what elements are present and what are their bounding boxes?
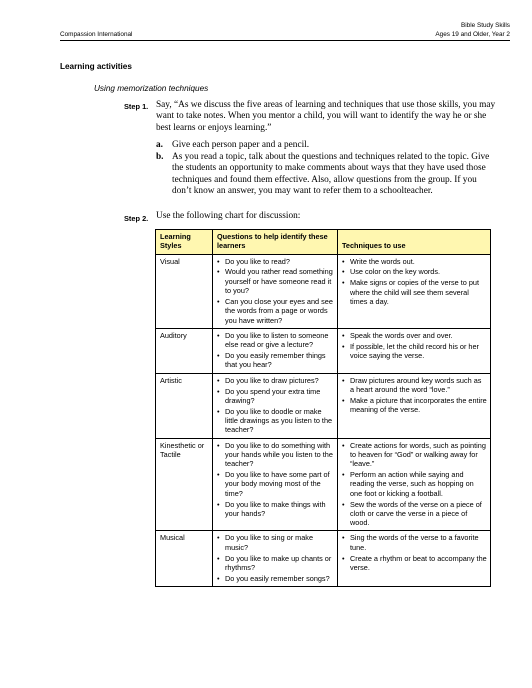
step2-text: Use the following chart for discussion:	[156, 211, 301, 221]
bullet-icon: •	[217, 351, 220, 361]
bullet-icon: •	[342, 395, 345, 405]
table-header-row	[156, 230, 491, 255]
questions-cell	[213, 531, 338, 587]
bullet-icon: •	[217, 296, 220, 306]
list-item-text: Do you like to read?	[225, 256, 290, 266]
table-row	[156, 531, 491, 587]
list-item-text: Do you like to sing or make music?	[225, 533, 314, 552]
bullet-icon: •	[217, 573, 220, 583]
list-item	[342, 331, 487, 340]
item-text: As you read a topic, talk about the questions and techniques related to the topic. Give the students an opportunity to make comments about ways that they have used those techniques and found them effective. Also, allow questions from the group. If you don’t know an answer, you may want to refer them to a schoolteacher.	[172, 152, 490, 196]
bullet-icon: •	[342, 267, 345, 277]
bullet-icon: •	[342, 256, 345, 266]
bullet-icon: •	[342, 330, 345, 340]
bullet-icon: •	[217, 267, 220, 277]
item-letter: a.	[156, 140, 163, 150]
bullet-icon: •	[217, 330, 220, 340]
questions-cell	[213, 328, 338, 373]
techniques-cell	[338, 254, 491, 328]
bullet-icon: •	[342, 278, 345, 288]
bullet-icon: •	[342, 375, 345, 385]
list-item-text: Do you like to make things with your hands?	[225, 499, 326, 518]
questions-cell	[213, 373, 338, 438]
bullet-icon: •	[342, 553, 345, 563]
list-item-text: Do you like to listen to someone else read or give a lecture?	[225, 330, 329, 350]
list-item	[342, 470, 487, 498]
questions-list	[217, 376, 334, 435]
step1-text: Say, “As we discuss the five areas of learning and techniques that use those skills, you may want to take notes. When you mentor a child, you will want to identify the way he or she best learns or enjoys learning.”	[156, 100, 496, 133]
list-item-text: Do you easily remember songs?	[225, 573, 330, 583]
list-item	[217, 500, 334, 519]
list-item	[217, 351, 334, 370]
techniques-cell	[338, 438, 491, 531]
list-item-text: Do you like to make up chants or rhythms?	[225, 553, 332, 572]
table-row	[156, 373, 491, 438]
questions-cell	[213, 254, 338, 328]
list-item-text: Do you spend your extra time drawing?	[225, 386, 321, 405]
questions-list	[217, 533, 334, 583]
list-item-text: Draw pictures around key words such as a heart around the word “love.”	[350, 375, 482, 394]
item-letter: b.	[156, 152, 164, 162]
list-item-text: If possible, let the child record his or her voice saying the verse.	[350, 341, 479, 361]
learning-style-cell: Artistic	[156, 373, 213, 438]
list-item-text: Make signs or copies of the verse to put where the child will see them several times a day.	[350, 278, 479, 306]
list-item-text: Create actions for words, such as pointing to heaven for “God” or walking away for “leave.”	[350, 440, 486, 469]
bullet-icon: •	[342, 341, 345, 351]
column-header-questions: Questions to help identify these learners	[213, 230, 338, 255]
list-item	[342, 554, 487, 573]
techniques-list	[342, 257, 487, 307]
list-item-text: Do you like to draw pictures?	[225, 375, 319, 385]
section-title: Learning activities	[60, 62, 132, 71]
learning-style-cell: Auditory	[156, 328, 213, 373]
bullet-icon: •	[342, 533, 345, 543]
list-item	[217, 407, 334, 435]
bullet-icon: •	[217, 386, 220, 396]
list-item	[217, 387, 334, 406]
bullet-icon: •	[342, 499, 345, 509]
list-item-text: Use color on the key words.	[350, 267, 441, 277]
learning-style-cell: Kinesthetic or Tactile	[156, 438, 213, 531]
bullet-icon: •	[342, 440, 345, 450]
list-item	[217, 533, 334, 552]
learning-styles-table	[155, 229, 491, 587]
bullet-icon: •	[217, 256, 220, 266]
techniques-cell	[338, 328, 491, 373]
step1-label: Step 1.	[124, 102, 149, 111]
item-text: Give each person paper and a pencil.	[172, 140, 310, 150]
header-audience: Ages 19 and Older, Year 2	[435, 30, 510, 38]
column-header-styles: Learning Styles	[156, 230, 213, 255]
bullet-icon: •	[217, 533, 220, 543]
techniques-cell	[338, 373, 491, 438]
list-item	[217, 267, 334, 295]
table-row	[156, 438, 491, 531]
questions-list	[217, 441, 334, 519]
list-item	[217, 297, 334, 325]
list-item	[342, 500, 487, 528]
header-publisher: Compassion International	[60, 31, 133, 38]
list-item-text: Can you close your eyes and see the words from a page or words you have written?	[225, 296, 333, 325]
list-item	[342, 267, 487, 276]
questions-list	[217, 257, 334, 325]
list-item	[217, 376, 334, 385]
list-item	[217, 574, 334, 583]
table-row	[156, 328, 491, 373]
techniques-cell	[338, 531, 491, 587]
list-item	[217, 257, 334, 266]
list-item-text: Do you like to have some part of your body moving most of the time?	[225, 470, 330, 498]
bullet-icon: •	[217, 470, 220, 480]
learning-style-cell: Visual	[156, 254, 213, 328]
list-item	[217, 470, 334, 498]
bullet-icon: •	[217, 375, 220, 385]
questions-list	[217, 331, 334, 370]
bullet-icon: •	[342, 470, 345, 480]
header-title: Bible Study Skills	[460, 22, 510, 29]
list-item-text: Perform an action while saying and reading the verse, such as hopping on one foot or kicking a football.	[350, 470, 474, 498]
list-item	[217, 441, 334, 469]
list-item	[342, 342, 487, 361]
list-item-text: Do you like to do something with your hands while you listen to the teacher?	[225, 440, 333, 469]
section-subtitle: Using memorization techniques	[94, 84, 209, 93]
list-item-text: Sew the words of the verse on a piece of cloth or carve the verse in a piece of wood.	[350, 499, 482, 528]
column-header-techniques: Techniques to use	[338, 230, 491, 255]
bullet-icon: •	[217, 499, 220, 509]
bullet-icon: •	[217, 406, 220, 416]
list-item	[342, 376, 487, 395]
list-item	[342, 533, 487, 552]
list-item	[342, 257, 487, 266]
list-item	[217, 331, 334, 350]
list-item-text: Make a picture that incorporates the entire meaning of the verse.	[350, 395, 487, 415]
techniques-list	[342, 376, 487, 415]
list-item-text: Write the words out.	[350, 256, 415, 266]
techniques-list	[342, 533, 487, 572]
list-item-text: Sing the words of the verse to a favorite tune.	[350, 533, 479, 552]
table-body	[156, 254, 491, 587]
list-item	[342, 441, 487, 469]
step2-label: Step 2.	[124, 214, 149, 223]
list-item	[342, 278, 487, 306]
list-item-text: Do you easily remember things that you hear?	[225, 351, 326, 370]
page-header-right	[435, 22, 510, 39]
learning-style-cell: Musical	[156, 531, 213, 587]
header-divider	[60, 40, 510, 41]
table-row	[156, 254, 491, 328]
questions-cell	[213, 438, 338, 531]
list-item	[342, 396, 487, 415]
bullet-icon: •	[217, 440, 220, 450]
bullet-icon: •	[217, 553, 220, 563]
techniques-list	[342, 331, 487, 360]
list-item-text: Do you like to doodle or make little drawings as you listen to the teacher?	[225, 406, 333, 435]
techniques-list	[342, 441, 487, 528]
list-item-text: Would you rather read something yourself or have someone read it to you?	[225, 267, 333, 296]
list-item-text: Create a rhythm or beat to accompany the verse.	[350, 553, 487, 572]
list-item-text: Speak the words over and over.	[350, 330, 453, 340]
list-item	[217, 554, 334, 573]
